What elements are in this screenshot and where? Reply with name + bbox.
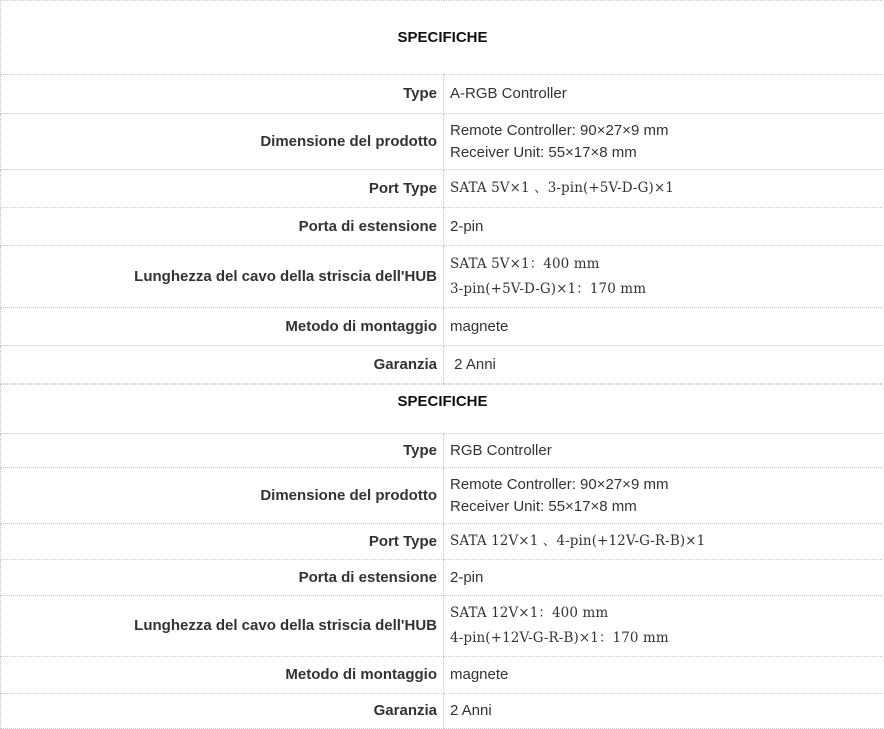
value-line: 3-pin(+5V-D-G)×1：170 mm: [450, 277, 878, 302]
row-value: [444, 208, 884, 246]
table-row-type: [1, 434, 884, 468]
table-row-dimensions: [1, 468, 884, 524]
row-label: Type: [1, 75, 444, 114]
value-line: SATA 5V×1 、3-pin(+5V-D-G)×1: [450, 176, 878, 201]
value-line: 2-pin: [450, 567, 878, 589]
value-line: SATA 12V×1 、4-pin(+12V-G-R-B)×1: [450, 529, 878, 554]
table-row-dimensions: [1, 114, 884, 170]
row-label: Port Type: [1, 170, 444, 208]
row-value: [444, 524, 884, 560]
row-label: Lunghezza del cavo della striscia dell'HUB: [1, 246, 444, 308]
value-line: 4-pin(+12V-G-R-B)×1：170 mm: [450, 626, 878, 651]
row-label: Dimensione del prodotto: [1, 114, 444, 170]
table-header: SPECIFICHE: [1, 385, 884, 434]
table-header-row: [1, 1, 884, 75]
value-line: Remote Controller: 90×27×9 mm: [450, 474, 878, 496]
row-value: [444, 308, 884, 346]
table-row-port-type: [1, 170, 884, 208]
row-value: [444, 114, 884, 170]
row-value: [444, 694, 884, 729]
spec-table-rgb: [0, 384, 884, 729]
table-row-extension-port: [1, 208, 884, 246]
row-value: [444, 596, 884, 657]
row-label: Lunghezza del cavo della striscia dell'HUB: [1, 596, 444, 657]
table-header: SPECIFICHE: [1, 1, 884, 75]
row-value: [444, 468, 884, 524]
value-line: 2 Anni: [450, 354, 878, 376]
row-value: [444, 657, 884, 694]
table-header-row: [1, 385, 884, 434]
value-line: SATA 5V×1：400 mm: [450, 252, 878, 277]
value-line: RGB Controller: [450, 440, 878, 462]
table-row-cable-length: [1, 596, 884, 657]
row-label: Metodo di montaggio: [1, 308, 444, 346]
row-label: Type: [1, 434, 444, 468]
value-line: Receiver Unit: 55×17×8 mm: [450, 142, 878, 164]
row-label: Metodo di montaggio: [1, 657, 444, 694]
value-line: 2-pin: [450, 216, 878, 238]
row-value: [444, 560, 884, 596]
row-label: Porta di estensione: [1, 208, 444, 246]
row-label: Porta di estensione: [1, 560, 444, 596]
table-row-warranty: [1, 346, 884, 384]
row-label: Port Type: [1, 524, 444, 560]
value-line: magnete: [450, 664, 878, 686]
table-row-warranty: [1, 694, 884, 729]
row-label: Garanzia: [1, 694, 444, 729]
row-value: [444, 434, 884, 468]
table-row-port-type: [1, 524, 884, 560]
value-line: SATA 12V×1：400 mm: [450, 601, 878, 626]
row-value: [444, 170, 884, 208]
value-line: A-RGB Controller: [450, 83, 878, 105]
row-value: [444, 246, 884, 308]
row-label: Garanzia: [1, 346, 444, 384]
table-row-extension-port: [1, 560, 884, 596]
value-line: Remote Controller: 90×27×9 mm: [450, 120, 878, 142]
table-row-type: [1, 75, 884, 114]
row-label: Dimensione del prodotto: [1, 468, 444, 524]
table-row-mounting: [1, 657, 884, 694]
row-value: [444, 346, 884, 384]
table-row-cable-length: [1, 246, 884, 308]
value-line: Receiver Unit: 55×17×8 mm: [450, 496, 878, 518]
value-line: magnete: [450, 316, 878, 338]
value-line: 2 Anni: [450, 700, 878, 722]
row-value: [444, 75, 884, 114]
table-row-mounting: [1, 308, 884, 346]
